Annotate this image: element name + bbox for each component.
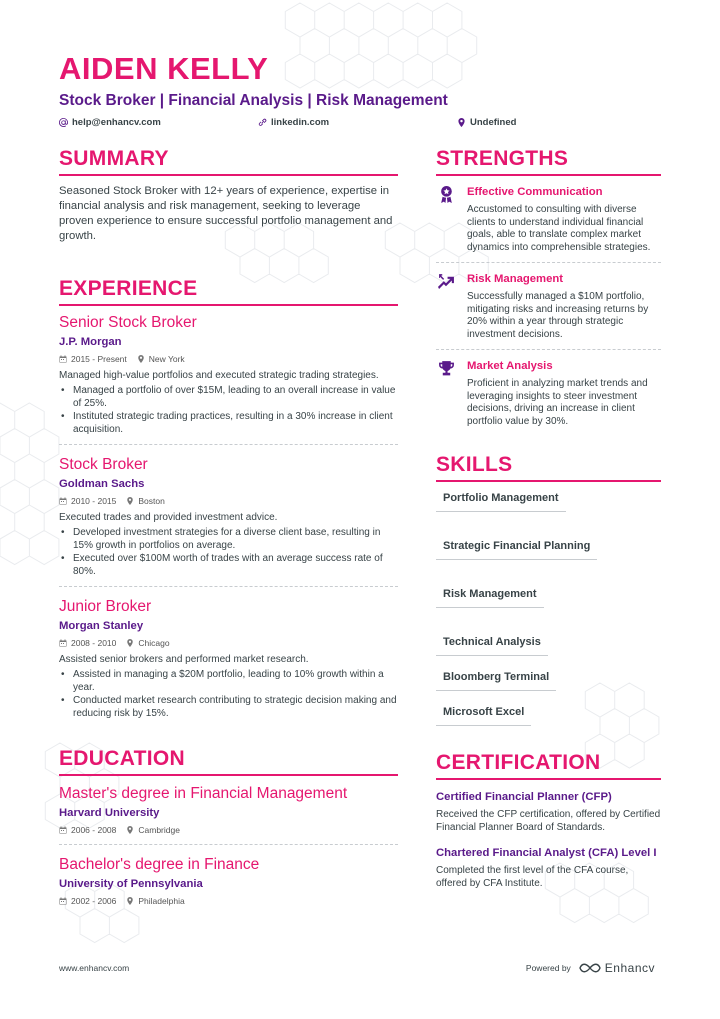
award-ribbon-icon-wrapper — [436, 185, 456, 254]
email-contact[interactable] — [59, 117, 161, 128]
strength-description: Accustomed to consulting with diverse clients to understand individual financial goals, able to translate complex market dynamics into comprehensible strategies. — [467, 204, 651, 253]
location-text: New York — [148, 354, 185, 364]
strengths-list — [436, 185, 661, 428]
certification-list — [436, 790, 661, 890]
location-text: Cambridge — [138, 825, 180, 835]
strength-item — [436, 185, 661, 254]
skill-tag: Bloomberg Terminal — [436, 669, 556, 691]
school-name: University of Pennsylvania — [59, 878, 203, 890]
location — [126, 824, 180, 836]
job-role: Stock Broker — [59, 456, 148, 473]
achievement-item: • Instituted strategic trading practices, resulting in a 30% increase in client acquisition. — [59, 410, 398, 436]
meta-row — [59, 824, 398, 836]
job-description: Managed high-value portfolios and executed strategic trading strategies. — [59, 370, 379, 381]
achievement-item: • Assisted in managing a $20M portfolio, leading to 10% growth within a year. — [59, 668, 398, 694]
summary-heading: SUMMARY — [59, 146, 398, 176]
strength-body — [467, 185, 661, 254]
certification-title: Chartered Financial Analyst (CFA) Level I — [436, 847, 657, 859]
candidate-name: AIDEN KELLY — [59, 51, 269, 86]
company-name: J.P. Morgan — [59, 336, 122, 348]
entry-divider — [59, 844, 398, 845]
calendar-icon — [59, 897, 67, 905]
achievement-list — [59, 526, 398, 578]
experience-entry — [59, 597, 398, 720]
skill-tag: Microsoft Excel — [436, 704, 531, 726]
experience-list — [59, 313, 398, 720]
job-description: Executed trades and provided investment advice. — [59, 512, 278, 523]
strengths-heading: STRENGTHS — [436, 146, 661, 176]
certification-section — [436, 750, 661, 890]
experience-entry — [59, 455, 398, 587]
education-heading: EDUCATION — [59, 746, 398, 776]
strength-body — [467, 359, 661, 428]
skill-tag: Portfolio Management — [436, 490, 566, 512]
location — [126, 895, 184, 907]
skill-tag: Strategic Financial Planning — [436, 538, 597, 560]
calendar-icon — [59, 355, 67, 363]
strength-body — [467, 272, 661, 341]
trend-arrows-icon — [438, 273, 455, 290]
linkedin-text: linkedin.com — [271, 117, 330, 128]
location-text: Undefined — [470, 117, 517, 128]
education-list — [59, 784, 398, 907]
map-pin-icon — [126, 497, 134, 505]
map-pin-icon — [126, 639, 134, 647]
certification-entry — [436, 846, 661, 890]
enhancv-brand-text: Enhancv — [604, 961, 655, 975]
achievement-item: • Managed a portfolio of over $15M, leading to an overall increase in value of 25%. — [59, 384, 398, 410]
location-text: Boston — [138, 496, 165, 506]
certification-description: Completed the first level of the CFA course, offered by CFA Institute. — [436, 865, 629, 889]
meta-row — [59, 637, 398, 649]
achievement-item: • Executed over $100M worth of trades with an average success rate of 80%. — [59, 552, 398, 578]
strength-divider — [436, 349, 661, 350]
trophy-icon — [438, 360, 455, 377]
date-text: 2008 - 2010 — [71, 638, 117, 648]
achievement-item: • Developed investment strategies for a diverse client base, resulting in 15% growth in portfolios on average. — [59, 526, 398, 552]
meta-row — [59, 895, 398, 907]
experience-entry — [59, 313, 398, 445]
location-contact — [457, 117, 516, 128]
date-text: 2015 - Present — [71, 354, 127, 364]
strength-item — [436, 272, 661, 341]
strength-title: Market Analysis — [467, 360, 553, 372]
date-text: 2002 - 2006 — [71, 896, 117, 906]
date-range — [59, 495, 116, 507]
job-role: Senior Stock Broker — [59, 314, 197, 331]
strength-divider — [436, 262, 661, 263]
entry-divider — [59, 586, 398, 587]
date-range — [59, 895, 116, 907]
location-text: Philadelphia — [138, 896, 185, 906]
achievement-list — [59, 384, 398, 436]
date-range — [59, 353, 127, 365]
map-pin-icon — [457, 118, 466, 127]
trophy-icon-wrapper — [436, 359, 456, 428]
strength-title: Risk Management — [467, 273, 564, 285]
calendar-icon — [59, 497, 67, 505]
strength-description: Proficient in analyzing market trends and leveraging insights to steer investment decisions, driving an increase in client portfolio value by 30%. — [467, 378, 648, 427]
linkedin-contact[interactable] — [258, 117, 329, 128]
summary-text: Seasoned Stock Broker with 12+ years of experience, expertise in financial analysis and risk management, seeking to leverage proven experience to ensure successful portfolio management and growth. — [59, 185, 393, 242]
education-entry — [59, 784, 398, 845]
date-text: 2006 - 2008 — [71, 825, 117, 835]
date-text: 2010 - 2015 — [71, 496, 117, 506]
enhancv-logo[interactable] — [579, 961, 655, 975]
achievement-list — [59, 668, 398, 720]
location-text: Chicago — [138, 638, 170, 648]
education-section — [59, 746, 398, 907]
at-sign-icon — [59, 118, 68, 127]
strengths-section — [436, 146, 661, 428]
map-pin-icon — [126, 897, 134, 905]
skills-section — [436, 452, 661, 726]
job-role: Junior Broker — [59, 598, 152, 615]
contact-row — [59, 117, 679, 133]
date-range — [59, 637, 116, 649]
trend-arrows-icon-wrapper — [436, 272, 456, 341]
degree-title: Bachelor's degree in Finance — [59, 856, 260, 873]
candidate-tagline: Stock Broker | Financial Analysis | Risk Management — [59, 92, 448, 109]
meta-row — [59, 353, 398, 365]
certification-entry — [436, 790, 661, 834]
strength-title: Effective Communication — [467, 186, 603, 198]
degree-title: Master's degree in Financial Management — [59, 785, 348, 802]
footer-website[interactable]: www.enhancv.com — [59, 963, 130, 973]
skill-tag: Technical Analysis — [436, 634, 548, 656]
meta-row — [59, 495, 398, 507]
location — [126, 637, 169, 649]
certification-title: Certified Financial Planner (CFP) — [436, 791, 612, 803]
link-icon — [258, 118, 267, 127]
resume-header — [59, 50, 679, 133]
education-entry — [59, 855, 398, 907]
achievement-item: • Conducted market research contributing to strategic decision making and reducing risk by 15%. — [59, 694, 398, 720]
experience-heading: EXPERIENCE — [59, 276, 398, 306]
entry-divider — [59, 444, 398, 445]
enhancv-logo-icon — [579, 962, 601, 974]
certification-description: Received the CFP certification, offered by Certified Financial Planner Board of Standards. — [436, 809, 661, 833]
skills-heading: SKILLS — [436, 452, 661, 482]
job-description: Assisted senior brokers and performed market research. — [59, 654, 309, 665]
company-name: Goldman Sachs — [59, 478, 145, 490]
skill-tag: Risk Management — [436, 586, 544, 608]
calendar-icon — [59, 826, 67, 834]
powered-by-label: Powered by — [525, 963, 571, 973]
strength-description: Successfully managed a $10M portfolio, mitigating risks and increasing returns by 20% within a year through strategic investment decisions. — [467, 291, 649, 340]
calendar-icon — [59, 639, 67, 647]
strength-item — [436, 359, 661, 428]
location — [126, 495, 164, 507]
certification-heading: CERTIFICATION — [436, 750, 661, 780]
page-footer — [59, 961, 659, 975]
summary-section — [59, 146, 398, 244]
school-name: Harvard University — [59, 807, 160, 819]
left-column — [59, 146, 398, 907]
award-ribbon-icon — [438, 186, 455, 203]
date-range — [59, 824, 116, 836]
experience-section — [59, 276, 398, 720]
right-column — [436, 146, 661, 890]
map-pin-icon — [126, 826, 134, 834]
location — [137, 353, 185, 365]
footer-branding — [526, 961, 655, 975]
map-pin-icon — [137, 355, 145, 363]
email-text: help@enhancv.com — [72, 117, 161, 128]
company-name: Morgan Stanley — [59, 620, 144, 632]
skills-list — [436, 490, 661, 726]
